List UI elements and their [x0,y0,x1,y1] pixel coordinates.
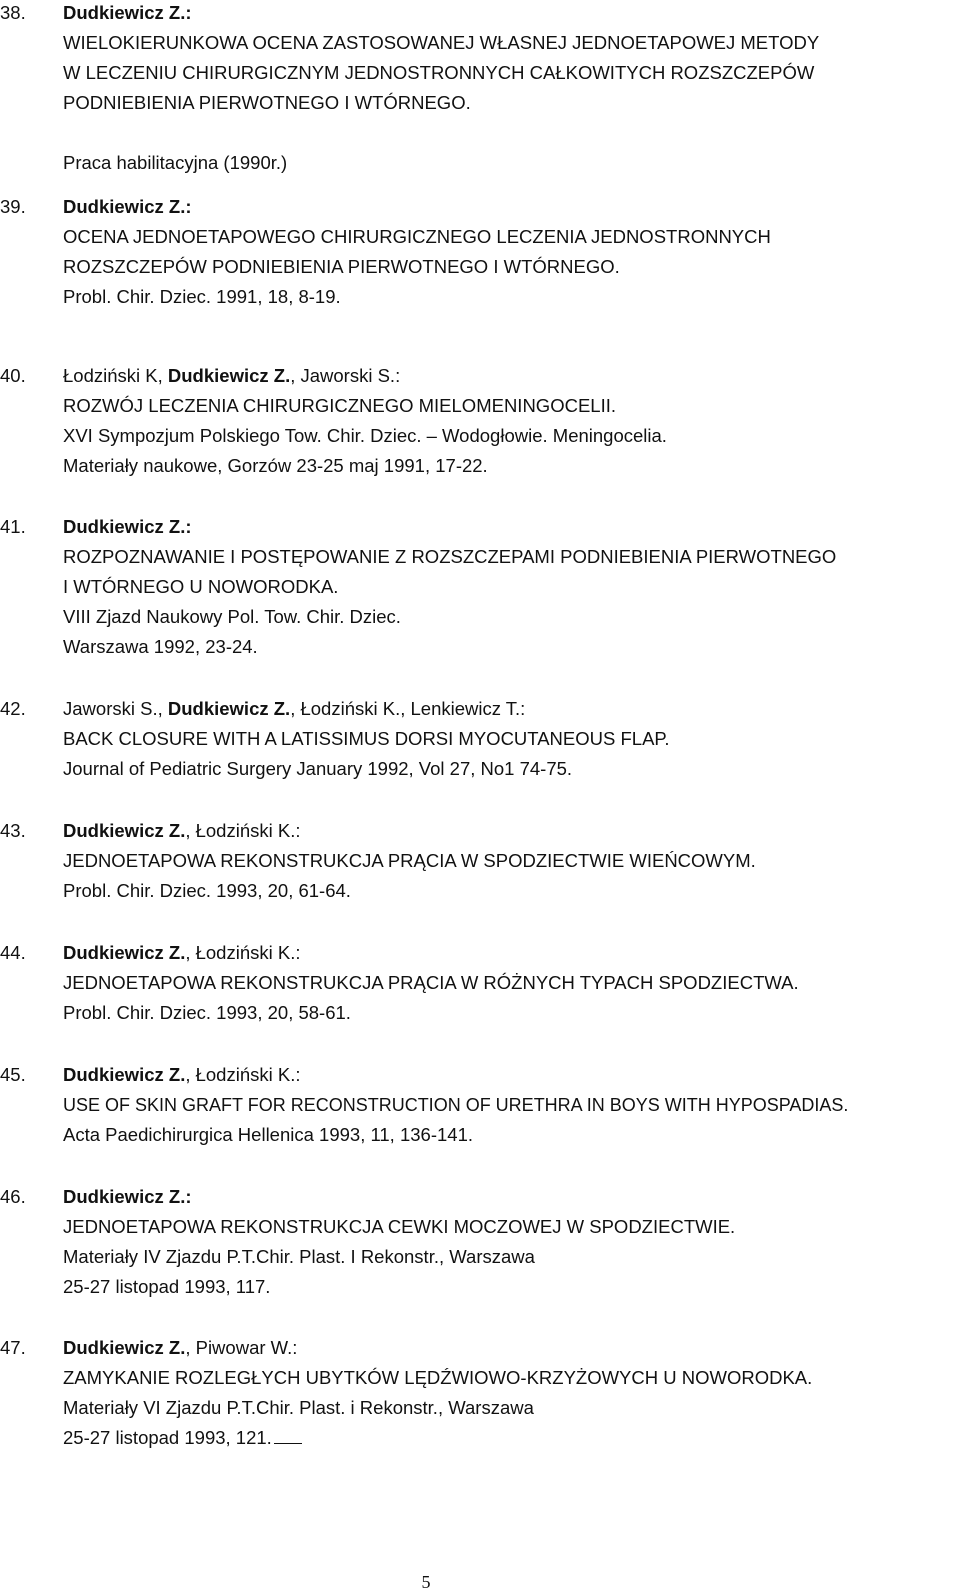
entry-authors [63,694,525,724]
entry-title-line: JEDNOETAPOWA REKONSTRUKCJA CEWKI MOCZOWEJ W SPODZIECTWIE. [63,1216,736,1237]
author-suffix: : [185,516,192,537]
blank-underline [274,1442,302,1444]
entry-source-line: Acta Paedichirurgica Hellenica 1993, 11, 136-141. [63,1124,473,1145]
entry-title-line: WIELOKIERUNKOWA OCENA ZASTOSOWANEJ WŁASNEJ JEDNOETAPOWEJ METODY [63,32,820,53]
entry-number: 47. [0,1337,26,1358]
entry-title-line: ROZSZCZEPÓW PODNIEBIENIA PIERWOTNEGO I WTÓRNEGO. [63,256,620,277]
entry-source-line: Probl. Chir. Dziec. 1993, 20, 58-61. [63,1002,351,1023]
entry-title-line: BACK CLOSURE WITH A LATISSIMUS DORSI MYOCUTANEOUS FLAP. [63,728,670,749]
author-name: Dudkiewicz Z. [167,365,291,386]
author-suffix: : [185,1186,192,1207]
entry-title-line: ZAMYKANIE ROZLEGŁYCH UBYTKÓW LĘDŹWIOWO-KRZYŻOWYCH U NOWORODKA. [63,1367,813,1388]
entry-authors [63,361,400,391]
entry-source-line: VIII Zjazd Naukowy Pol. Tow. Chir. Dziec. [63,606,401,627]
entry-number: 38. [0,2,26,23]
entry-source-line: Warszawa 1992, 23-24. [63,636,258,657]
author-name: Dudkiewicz Z. [63,516,186,537]
entry-title-line: ROZWÓJ LECZENIA CHIRURGICZNEGO MIELOMENINGOCELII. [63,395,616,416]
author-name: Dudkiewicz Z. [63,1186,186,1207]
author-name: Łodziński K, [63,365,168,386]
author-name: Dudkiewicz Z. [167,698,291,719]
entry-source-line: Probl. Chir. Dziec. 1991, 18, 8-19. [63,286,341,307]
entry-authors [63,1060,301,1090]
entry-authors [63,938,301,968]
entry-source-line: 25-27 listopad 1993, 117. [63,1276,271,1297]
author-name: , Łodziński K.: [185,1064,301,1085]
entry-source-line: XVI Sympozjum Polskiego Tow. Chir. Dziec. – Wodogłowie. Meningocelia. [63,425,667,446]
entry-authors [63,0,192,28]
author-name: Dudkiewicz Z. [63,196,186,217]
entry-number: 45. [0,1064,26,1085]
author-name: Dudkiewicz Z. [63,1064,186,1085]
author-name: , Łodziński K.: [185,820,301,841]
author-name: Dudkiewicz Z. [63,820,186,841]
entry-source-line [63,1423,302,1453]
author-name: , Łodziński K., Lenkiewicz T.: [290,698,526,719]
author-suffix: : [185,2,192,23]
entry-source-line: Materiały VI Zjazdu P.T.Chir. Plast. i Rekonstr., Warszawa [63,1397,534,1418]
entry-source-line: Journal of Pediatric Surgery January 1992, Vol 27, No1 74-75. [63,758,573,779]
author-name: Dudkiewicz Z. [63,2,186,23]
entry-title-line: JEDNOETAPOWA REKONSTRUKCJA PRĄCIA W RÓŻNYCH TYPACH SPODZIECTWA. [63,972,799,993]
entry-authors [63,816,301,846]
entry-authors [63,512,192,542]
entry-title-line: ROZPOZNAWANIE I POSTĘPOWANIE Z ROZSZCZEPAMI PODNIEBIENIA PIERWOTNEGO [63,546,837,567]
entry-source-line: Praca habilitacyjna (1990r.) [63,152,288,173]
entry-title-line: JEDNOETAPOWA REKONSTRUKCJA PRĄCIA W SPODZIECTWIE WIEŃCOWYM. [63,850,756,871]
entry-title-line: W LECZENIU CHIRURGICZNYM JEDNOSTRONNYCH CAŁKOWITYCH ROZSZCZEPÓW [63,62,815,83]
entry-number: 44. [0,942,26,963]
entry-number: 41. [0,516,26,537]
author-name: Jaworski S., [63,698,168,719]
author-name: , Łodziński K.: [185,942,301,963]
entry-title-line: OCENA JEDNOETAPOWEGO CHIRURGICZNEGO LECZENIA JEDNOSTRONNYCH [63,226,771,247]
entry-number: 40. [0,365,26,386]
entry-authors [63,192,192,222]
entry-authors [63,1182,192,1212]
entry-number: 39. [0,196,26,217]
author-name: , Piwowar W.: [185,1337,298,1358]
author-name: Dudkiewicz Z. [63,1337,186,1358]
entry-source-line: Probl. Chir. Dziec. 1993, 20, 61-64. [63,880,351,901]
author-suffix: : [185,196,192,217]
entry-number: 43. [0,820,26,841]
entry-authors [63,1333,297,1363]
author-name: Dudkiewicz Z. [63,942,186,963]
entry-number: 46. [0,1186,26,1207]
entry-number: 42. [0,698,26,719]
entry-title-line: I WTÓRNEGO U NOWORODKA. [63,576,339,597]
entry-title-line: PODNIEBIENIA PIERWOTNEGO I WTÓRNEGO. [63,92,471,113]
author-name: , Jaworski S.: [290,365,401,386]
entry-source-line: Materiały IV Zjazdu P.T.Chir. Plast. I Rekonstr., Warszawa [63,1246,535,1267]
page-number: 5 [421,1572,431,1592]
entry-source-text: 25-27 listopad 1993, 121. [63,1427,272,1448]
entry-source-line: Materiały naukowe, Gorzów 23-25 maj 1991, 17-22. [63,455,488,476]
entry-title-line: USE OF SKIN GRAFT FOR RECONSTRUCTION OF URETHRA IN BOYS WITH HYPOSPADIAS. [63,1095,849,1115]
